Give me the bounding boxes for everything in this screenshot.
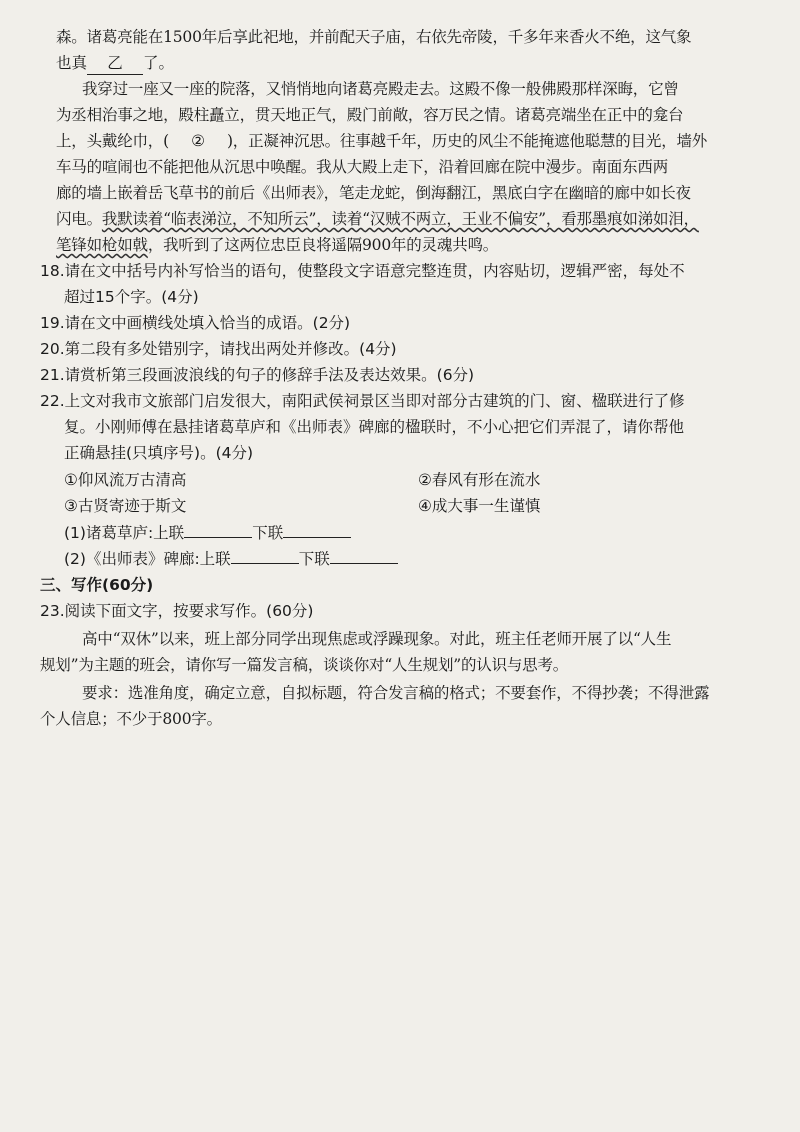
text-fragment: 下联 <box>298 550 330 568</box>
question-18: 18.请在文中括号内补写恰当的语句，使整段文字语意完整连贯，内容贴切，逻辑严密，每处不 <box>40 262 685 280</box>
question-20: 20.第二段有多处错别字，请找出两处并修改。(4分) <box>40 340 397 358</box>
question-21: 21.请赏析第三段画波浪线的句子的修辞手法及表达效果。(6分) <box>40 366 475 384</box>
text-fragment: )，正凝神沉思。往事越千年，历史的风尘不能掩遮他聪慧的目光，墙外 <box>226 132 708 150</box>
text-fragment: (2)《出师表》碑廊:上联 <box>64 550 231 568</box>
text-line <box>56 208 699 230</box>
answer-line-1 <box>64 522 351 544</box>
text-line <box>56 130 707 152</box>
text-line: 森。诸葛亮能在1500年后享此祀地，并前配天子庙，右依先帝陵，千多年来香火不绝，这气象 <box>56 28 692 46</box>
question-19: 19.请在文中画横线处填入恰当的成语。(2分) <box>40 314 351 332</box>
question-22-cont: 正确悬挂(只填序号)。(4分) <box>64 444 254 462</box>
text-fragment: 上，头戴纶巾，( <box>56 132 169 150</box>
couplet-option-4: ④成大事一生谨慎 <box>418 497 541 515</box>
text-fragment: ，我听到了这两位忠臣良将遥隔900年的灵魂共鸣。 <box>147 236 499 254</box>
text-line <box>56 52 174 75</box>
couplet-option-3: ③古贤寄迹于斯文 <box>64 497 187 515</box>
text-line <box>56 234 498 256</box>
text-line: 我穿过一座又一座的院落，又悄悄地向诸葛亮殿走去。这殿不像一般佛殿那样深晦，它曾 <box>82 80 679 98</box>
answer-slot-2[interactable]: ② <box>191 132 205 150</box>
couplet-option-2: ②春风有形在流水 <box>418 471 541 489</box>
question-23: 23.阅读下面文字，按要求写作。(60分) <box>40 602 314 620</box>
question-22: 22.上文对我市文旅部门启发很大，南阳武侯祠景区当即对部分古建筑的门、窗、楹联进行了修 <box>40 392 685 410</box>
couplet-option-1: ①仰风流万古清高 <box>64 471 187 489</box>
text-fragment: 了。 <box>143 54 175 72</box>
answer-blank-upper-1[interactable] <box>184 537 252 538</box>
requirement-line: 个人信息；不少于800字。 <box>40 710 222 728</box>
question-22-cont: 复。小刚师傅在悬挂诸葛草庐和《出师表》碑廊的楹联时，不小心把它们弄混了，请你帮他 <box>64 418 685 436</box>
requirement-line: 要求：选准角度，确定立意，自拟标题，符合发言稿的格式；不要套作，不得抄袭；不得泄露 <box>82 684 710 702</box>
text-fragment: 闪电。 <box>56 210 102 228</box>
wavy-underlined-sentence: 笔锋如枪如戟 <box>56 236 148 254</box>
wavy-underlined-sentence: 我默读着“临表涕泣，不知所云”，读着“汉贼不两立，王业不偏安”，看那墨痕如涕如泪， <box>101 210 699 228</box>
text-fragment: 下联 <box>252 524 284 542</box>
question-18-cont: 超过15个字。(4分) <box>64 288 199 306</box>
answer-blank-lower-1[interactable] <box>283 537 351 538</box>
section-heading-writing: 三、写作(60分) <box>40 576 154 594</box>
answer-blank-yi[interactable]: 乙 <box>87 52 143 75</box>
text-line: 车马的喧闹也不能把他从沉思中唤醒。我从大殿上走下，沿着回廊在院中漫步。南面东西两 <box>56 158 669 176</box>
prompt-line: 规划”为主题的班会，请你写一篇发言稿，谈谈你对“人生规划”的认识与思考。 <box>40 656 569 674</box>
text-line: 廊的墙上嵌着岳飞草书的前后《出师表》，笔走龙蛇，倒海翻江，黑底白字在幽暗的廊中如长夜 <box>56 184 691 202</box>
answer-blank-upper-2[interactable] <box>231 563 299 564</box>
text-line: 为丞相治事之地，殿柱矗立，贯天地正气，殿门前敞，容万民之情。诸葛亮端坐在正中的龛台 <box>56 106 684 124</box>
answer-line-2 <box>64 548 398 570</box>
text-fragment: 也真 <box>56 54 88 72</box>
prompt-line: 高中“双休”以来，班上部分同学出现焦虑或浮躁现象。对此，班主任老师开展了以“人生 <box>82 630 672 648</box>
answer-blank-lower-2[interactable] <box>330 563 398 564</box>
text-fragment: (1)诸葛草庐:上联 <box>64 524 185 542</box>
